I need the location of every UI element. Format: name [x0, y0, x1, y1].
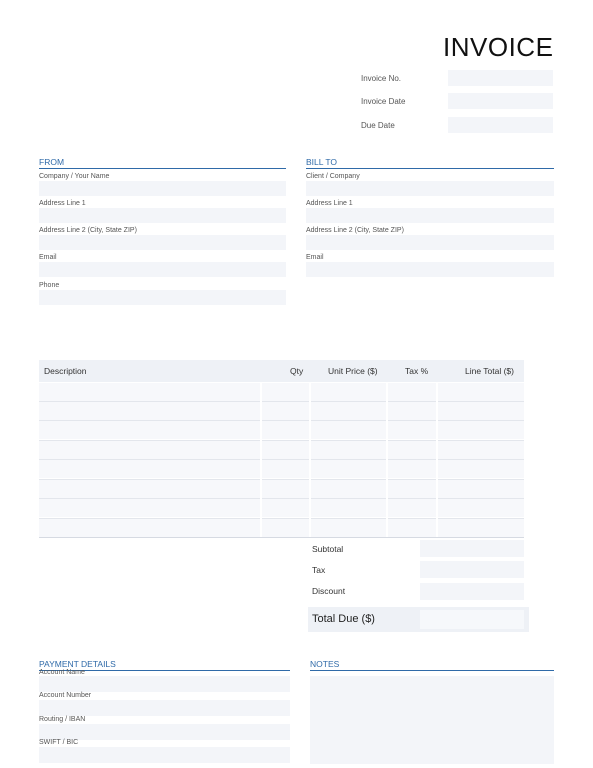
bill-company-label: Client / Company [306, 173, 360, 180]
col-separator [309, 383, 311, 537]
payment-title: PAYMENT DETAILS [39, 659, 116, 669]
col-description: Description [44, 366, 87, 376]
table-row[interactable] [39, 480, 524, 498]
bill-company-field[interactable] [306, 181, 554, 196]
col-separator [260, 383, 262, 537]
discount-label: Discount [312, 586, 346, 596]
account-name-label: Account Name [39, 669, 85, 676]
from-phone-field[interactable] [39, 290, 286, 305]
invoice-number-field[interactable] [448, 70, 553, 86]
col-unit-price: Unit Price ($) [328, 366, 378, 376]
from-divider [39, 168, 286, 169]
table-row[interactable] [39, 421, 524, 439]
tax-label: Tax [312, 565, 326, 575]
notes-title: NOTES [310, 659, 340, 669]
routing-label: Routing / IBAN [39, 716, 86, 723]
from-address2-field[interactable] [39, 235, 286, 250]
table-row[interactable] [39, 441, 524, 459]
invoice-title: INVOICE [443, 32, 554, 62]
account-number-label: Account Number [39, 692, 92, 699]
col-separator [436, 383, 438, 537]
bill-address1-field[interactable] [306, 208, 554, 223]
swift-field[interactable] [39, 747, 290, 763]
bill-email-field[interactable] [306, 262, 554, 277]
table-row[interactable] [39, 460, 524, 478]
from-company-label: Company / Your Name [39, 173, 110, 180]
total-due-label: Total Due ($) [312, 613, 375, 625]
from-phone-label: Phone [39, 282, 60, 289]
account-number-field[interactable] [39, 700, 290, 716]
bill-to-title: BILL TO [306, 157, 338, 167]
subtotal-label: Subtotal [312, 544, 344, 554]
discount-field[interactable] [420, 583, 524, 600]
notes-divider [310, 670, 554, 671]
due-date-label: Due Date [361, 121, 395, 130]
bill-address2-label: Address Line 2 (City, State ZIP) [306, 227, 404, 234]
table-header-bg [39, 360, 524, 382]
table-row[interactable] [39, 402, 524, 420]
bill-address2-field[interactable] [306, 235, 554, 250]
total-due-field[interactable] [420, 610, 524, 629]
table-bottom-divider [39, 537, 524, 538]
invoice-date-field[interactable] [448, 93, 553, 109]
table-row[interactable] [39, 519, 524, 537]
from-address2-label: Address Line 2 (City, State ZIP) [39, 227, 137, 234]
account-name-field[interactable] [39, 676, 290, 692]
from-address1-label: Address Line 1 [39, 200, 86, 207]
from-email-label: Email [39, 254, 57, 261]
invoice-number-label: Invoice No. [361, 74, 402, 83]
notes-textarea[interactable] [310, 676, 554, 764]
col-separator [386, 383, 388, 537]
invoice-date-label: Invoice Date [361, 97, 406, 106]
table-row[interactable] [39, 383, 524, 401]
bill-to-divider [306, 168, 554, 169]
routing-field[interactable] [39, 724, 290, 740]
col-line-total: Line Total ($) [465, 366, 514, 376]
table-row[interactable] [39, 499, 524, 517]
col-qty: Qty [290, 366, 304, 376]
from-company-field[interactable] [39, 181, 286, 196]
bill-address1-label: Address Line 1 [306, 200, 353, 207]
col-tax: Tax % [405, 366, 429, 376]
due-date-field[interactable] [448, 117, 553, 133]
tax-field[interactable] [420, 561, 524, 578]
from-email-field[interactable] [39, 262, 286, 277]
swift-label: SWIFT / BIC [39, 739, 79, 746]
bill-email-label: Email [306, 254, 324, 261]
from-title: FROM [39, 157, 65, 167]
from-address1-field[interactable] [39, 208, 286, 223]
subtotal-field[interactable] [420, 540, 524, 557]
